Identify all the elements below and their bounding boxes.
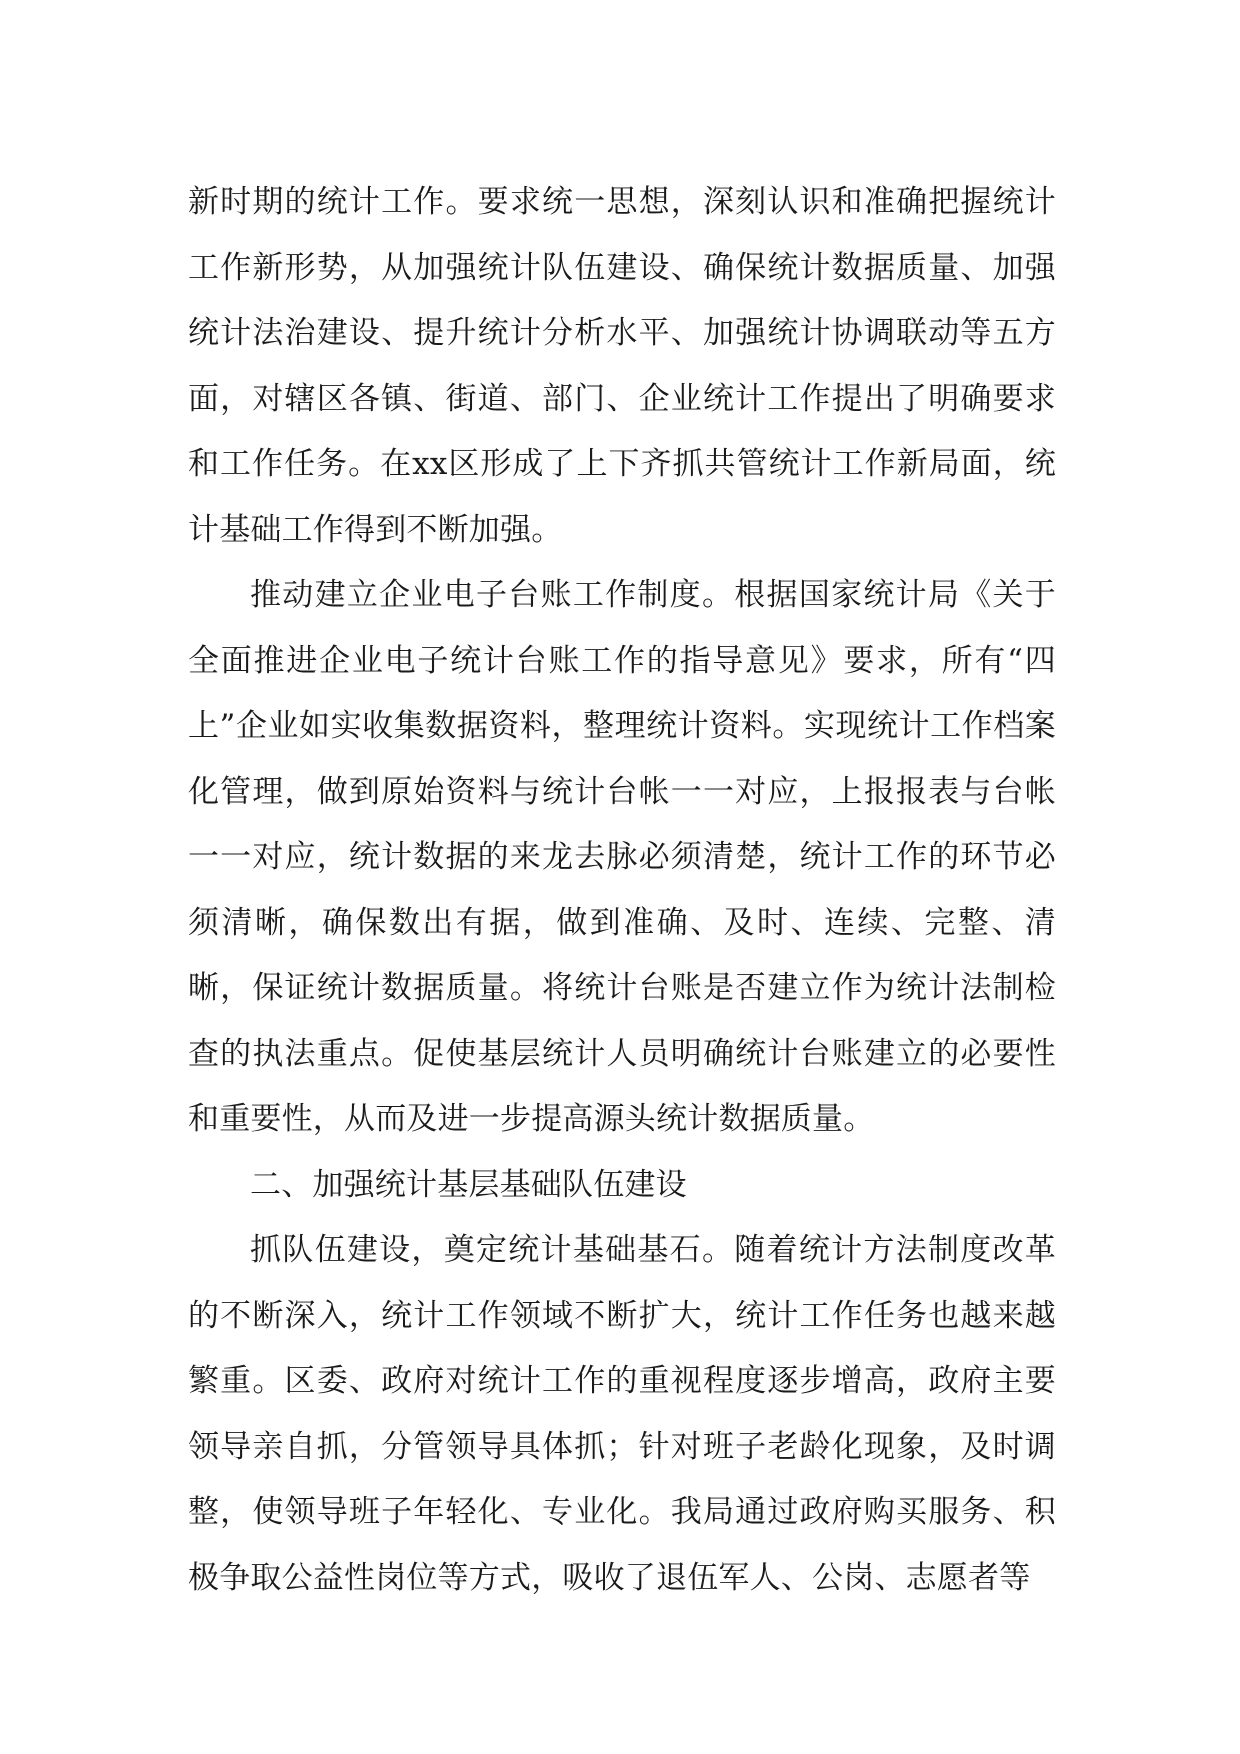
paragraph-electronic-ledger-system: 推动建立企业电子台账工作制度。根据国家统计局《关于全面推进企业电子统计台账工作的指导意见》要求，所有“四上”企业如实收集数据资料，整理统计资料。实现统计工作档案化管理，做到原始资料与统计台帐一一对应，上报报表与台帐一一对应，统计数据的来龙去脉必须清楚，统计工作的环节必须清晰，确保数出有据，做到准确、及时、连续、完整、清晰，保证统计数据质量。将统计台账是否建立作为统计法制检查的执法重点。促使基层统计人员明确统计台账建立的必要性和重要性，从而及进一步提高源头统计数据质量。 bbox=[188, 577, 1056, 1137]
paragraph-statistics-work-new-era: 新时期的统计工作。要求统一思想，深刻认识和准确把握统计工作新形势，从加强统计队伍建设、确保统计数据质量、加强统计法治建设、提升统计分析水平、加强统计协调联动等五方面，对辖区各镇、街道、部门、企业统计工作提出了明确要求和工作任务。在xx区形成了上下齐抓共管统计工作新局面，统计基础工作得到不断加强。 bbox=[188, 184, 1056, 548]
document-body bbox=[188, 170, 1056, 1611]
section-heading: 二、加强统计基层基础队伍建设 bbox=[250, 1166, 687, 1203]
paragraph-team-building: 抓队伍建设，奠定统计基础基石。随着统计方法制度改革的不断深入，统计工作领域不断扩大，统计工作任务也越来越繁重。区委、政府对统计工作的重视程度逐步增高，政府主要领导亲自抓，分管领导具体抓；针对班子老龄化现象，及时调整，使领导班子年轻化、专业化。我局通过政府购买服务、积极争取公益性岗位等方式，吸收了退伍军人、公岗、志愿者等 bbox=[188, 1232, 1056, 1596]
